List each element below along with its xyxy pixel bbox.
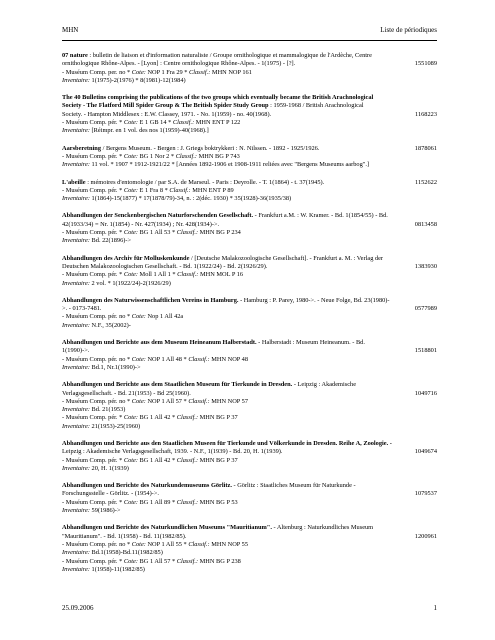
entry-record-number: 1152622 [415, 178, 437, 186]
entry-holding-line: - Muséum Comp. pér. * Cote: BG 1 All 57 * Classif.: MHN BG P 238 [62, 557, 241, 565]
entry-title-line: Deutschen Malakozoologischen Gesellschaft. - Bd. 1(1922/24) - Bd. 2(1926/29). [62, 262, 268, 270]
entry-title-line: ornithologique Rhône-Alpes. - [Lyon] : Centre ornithologique Rhône-Alpes. - 1(1975) - [?]. [62, 60, 296, 68]
periodical-entry [62, 339, 437, 372]
periodical-entry [62, 94, 437, 135]
entry-record-number: 1551089 [414, 60, 437, 68]
entry-holding-line: - Muséum Comp. pér. no * Cote: NOP 1 All 48 * Classif.: MHN NOP 48 [62, 355, 249, 363]
entry-record-number: 1168223 [415, 110, 437, 118]
entry-title-line: Society. - Hampton Middlesex : E.W. Classey, 1971. - No. 1(1959) - no. 40(1968). [62, 110, 272, 118]
page-footer [62, 604, 437, 616]
entry-spacer [62, 203, 437, 212]
periodical-entry [62, 212, 437, 245]
entry-title-line: Abhandlungen und Berichte aus dem Museum Heineanum Halberstadt. - Halberstadt : Museum Heineanum. - Bd. [62, 339, 365, 347]
entry-title-line: Abhandlungen und Berichte des Naturkundlichen Museums "Mauritianum". - Altenburg : Naturkundliches Museum [62, 524, 374, 532]
entry-holding-line: - Muséum Comp. pér. no * Cote: NOP 1 All 55 * Classif.: MHN NOP 55 [62, 540, 249, 548]
entry-holding-line: - Muséum Comp. pér. * Cote: BG 1 All 89 * Classif.: MHN BG P 53 [62, 498, 238, 506]
header-title: Liste de périodiques [380, 26, 437, 34]
entry-record-number: 0577989 [414, 305, 437, 313]
entry-inventory-line: Inventaire: 20, H. 1(1939) [62, 464, 129, 472]
entry-title-line: L'abeille : mémoires d'entomologie / par S.A. de Marseul. - Paris : Deyrolle. - T. 1(1864) - t. 37(1945). [62, 178, 325, 186]
periodical-entry [62, 179, 437, 204]
footer-page-number: 1 [433, 604, 437, 612]
header-library: MHN [62, 26, 79, 34]
entry-record-number: 1383930 [414, 262, 437, 270]
entry-title-line: Abhandlungen der Senckenbergischen Naturforschenden Gesellschaft. - Frankfurt a.M. : W. Kramer. - Bd. 1(1854/55) - Bd. [62, 212, 388, 220]
entry-spacer [62, 473, 437, 482]
entry-spacer [62, 330, 437, 339]
entry-record-number: 1049716 [414, 389, 437, 397]
entry-holding-line: - Muséum Comp. per. no * Cote: NOP 1 Fra 29 * Classif.: MHN NOP 161 [62, 68, 252, 76]
entry-title-line: 07 nature : bulletin de liaison et d'information naturaliste / Groupe ornithologique et mammalogique de l'Ardèche, Centre [62, 52, 372, 59]
entry-holding-line: - Muséum Comp. pér. * Cote: Moll 1 All 1 * Classif.: MHN MOL P 16 [62, 271, 244, 279]
entry-spacer [62, 85, 437, 94]
entry-inventory-line: Inventaire: Bd. 21(1953) [62, 406, 126, 414]
entry-title-line: 1(1990)->. [62, 347, 90, 355]
entry-spacer [62, 288, 437, 297]
entry-inventory-line: Inventaire: 59(1986)-> [62, 507, 121, 515]
entry-holding-line: - Muséum Comp. pér. * Cote: BG 1 All 42 * Classif.: MHN BG P 37 [62, 456, 238, 464]
entry-inventory-line: Inventaire: 1(1864)-15(1877) * 17(1878/79)-34, n. : 2(déc. 1930) * 35(1928)-36(1935/38) [62, 195, 292, 203]
periodical-entry [62, 297, 437, 330]
entry-inventory-line: Inventaire: 1(1958)-11(1982/85) [62, 565, 145, 573]
entry-inventory-line: Inventaire: 2 vol. * 1(1922/24)-2(1926/29) [62, 279, 171, 287]
entry-title-line: Leipzig : Akademische Verlagsgesellschaft, 1939. - N.F., 1(1939) - Bd. 20, H. 1(1939). [62, 448, 283, 456]
page-header [62, 26, 437, 38]
entry-title-line: Forschungsstelle - Görlitz. - (1954)->. [62, 490, 159, 498]
entry-inventory-line: Inventaire: [Réimpr. en 1 vol. des nos 1(1959)-40(1968).] [62, 127, 209, 135]
entry-title-line: Verlagsgesellschaft. - Bd. 21(1953) - Bd 25(1960). [62, 389, 191, 397]
entry-holding-line: - Muséum Comp. pér. no * Cote: NOP 1 All 57 * Classif.: MHN NOP 57 [62, 397, 249, 405]
entry-holding-line: - Muséum Comp. pér. * Cote: E 1 GB 14 * Classif.: MHN ENT P 122 [62, 119, 241, 127]
entry-spacer [62, 170, 437, 179]
entry-record-number: 1878061 [414, 144, 437, 152]
entry-title-line: Abhandlungen und Berichte aus den Staatlichen Museen für Tierkunde und Völkerkunde in Dresden. Reihe A, Zoologie. - [62, 439, 392, 447]
entry-inventory-line: Inventaire: Bd.1, Nr.1(1990)-> [62, 363, 141, 371]
entry-title-line: Abhandlungen und Berichte aus dem Staatlichen Museum für Tierkunde in Dresden. - Leipzig : Akademische [62, 381, 357, 389]
entry-record-number: 1049674 [414, 448, 437, 456]
periodical-entry [62, 524, 437, 574]
entry-title-line: Aarsberetning / Bergens Museum. - Bergen : J. Griegs boktrykkeri : N. Nilssen. - 1892 - 1925/1926. [62, 144, 320, 152]
entry-title-line: Abhandlungen und Berichte des Naturkundemuseums Görlitz. - Görlitz : Staatliches Museum für Naturkunde - [62, 482, 356, 490]
periodical-entry [62, 482, 437, 515]
footer-date: 25.09.2006 [62, 604, 94, 612]
entry-holding-line: - Muséum Comp. pér. * Cote: BG 1 All 53 * Classif.: MHN BG P 234 [62, 229, 241, 237]
entry-inventory-line: Inventaire: N.F., 35(2002)- [62, 321, 131, 329]
entry-holding-line: - Muséum Comp. pér. no * Cote: Nop 1 All 42a [62, 313, 184, 321]
entry-spacer [62, 515, 437, 524]
entry-title-line: Abhandlungen des Archiv für Molluskenkunde / [Deutsche Malakozoologische Gesellschaft]. - Frankfurt a. M. : Verlag der [62, 254, 384, 262]
periodical-entry [62, 52, 437, 85]
entry-inventory-line: Inventaire: 21(1953)-25(1960) [62, 422, 141, 430]
periodical-list [62, 52, 437, 574]
entry-holding-line: - Muséum Comp. pér. * Cote: BG 1 All 42 * Classif.: MHN BG P 37 [62, 414, 238, 422]
periodical-entry [62, 440, 437, 473]
entry-holding-line: - Muséum Comp. pér. * Cote: E 1 Fra 8 * Classif.: MHN ENT P 89 [62, 186, 234, 194]
entry-inventory-line: Inventaire: Bd.1(1958)-Bd.11(1982/85) [62, 549, 163, 557]
entry-spacer [62, 431, 437, 440]
entry-record-number: 0813458 [414, 220, 437, 228]
entry-title-line: Abhandlungen des Naturwissenschaftlichen Vereins in Hamburg. - Hamburg : P. Parey, 1980->. - Neue Folge, Bd. 23(1980)- [62, 296, 390, 304]
entry-inventory-line: Inventaire: 1(1975)-2(1976) * 8(1981)-12(1984) [62, 76, 186, 84]
entry-spacer [62, 372, 437, 381]
entry-record-number: 1518801 [414, 347, 437, 355]
entry-title-line: 42(1933/34) = Nr. 1(1854) - Nr. 427(1934) ; Nr. 428(1934)->. [62, 220, 220, 228]
header-rule [62, 40, 437, 41]
periodical-entry [62, 381, 437, 431]
periodical-entry [62, 255, 437, 288]
entry-record-number: 1079537 [414, 490, 437, 498]
entry-spacer [62, 136, 437, 145]
entry-record-number: 1200961 [414, 532, 437, 540]
entry-title-line: Society - The Flatford Mill Spider Group & The British Spider Study Group : 1959-1968 / British Arachnological [62, 102, 364, 110]
entry-holding-line: - Muséum Comp. pér. * Cote: BG 1 Nor 2 * Classif.: MHN BG P 743 [62, 152, 240, 160]
entry-inventory-line: Inventaire: 11 vol. * 1907 * 1912-1921/22 * [Années 1892-1906 et 1908-1911 reliées avec "Bergens Museums aarbog".] [62, 161, 370, 169]
entry-title-line: The 40 Bulletins comprising the publications of the two groups which eventually became the British Arachnological [62, 94, 374, 102]
periodical-entry [62, 145, 437, 170]
entry-inventory-line: Inventaire: Bd. 22(1896)-> [62, 237, 132, 245]
entry-spacer [62, 246, 437, 255]
entry-title-line: "Mauritianum". - Bd. 1(1958) - Bd. 11(1982/85). [62, 532, 187, 540]
entry-title-line: >. - 0173-7481. [62, 305, 102, 313]
